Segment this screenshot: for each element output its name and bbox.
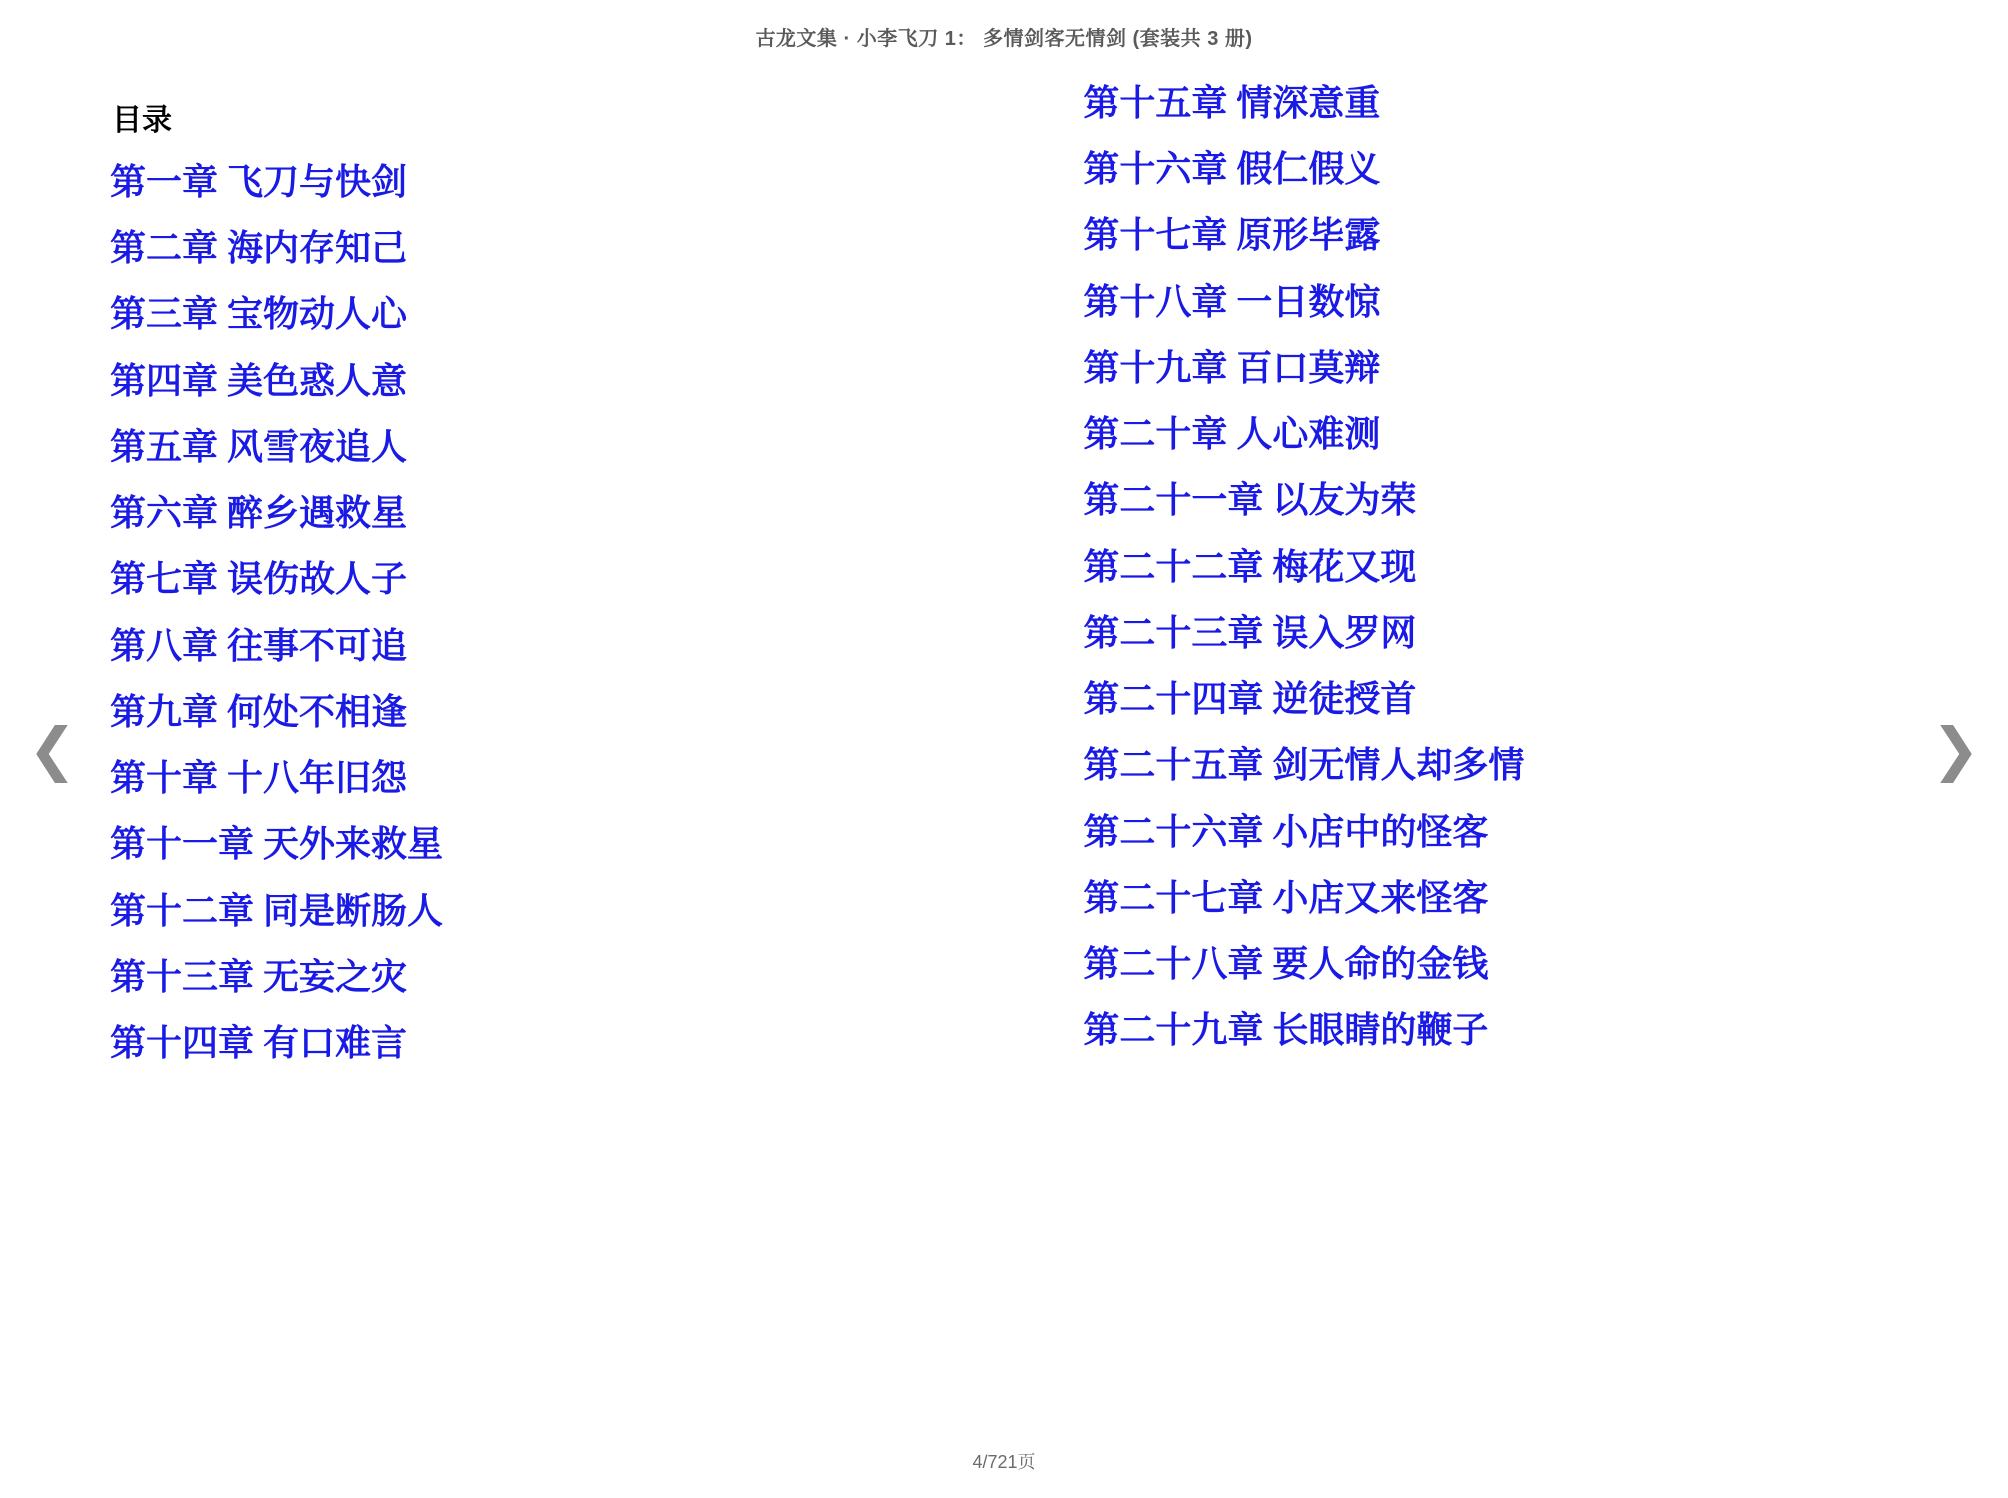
toc-entry[interactable]: 第二十七章 小店又来怪客 [1083, 877, 1489, 918]
toc-entry[interactable]: 第十九章 百口莫辩 [1083, 347, 1381, 388]
toc-entry[interactable]: 第十六章 假仁假义 [1083, 149, 1381, 190]
toc-entry[interactable]: 第一章 飞刀与快剑 [110, 162, 408, 202]
toc-entry[interactable]: 第二十章 人心难测 [1083, 414, 1381, 455]
toc-entry[interactable]: 第五章 风雪夜追人 [110, 426, 408, 467]
toc-entry[interactable]: 第二十八章 要人命的金钱 [1083, 944, 1489, 985]
toc-entry[interactable]: 第八章 往事不可追 [110, 625, 408, 666]
previous-page-icon[interactable]: ❮ [28, 715, 77, 783]
toc-entry[interactable]: 第七章 误伤故人子 [110, 559, 408, 600]
toc-entry[interactable]: 第二十六章 小店中的怪客 [1083, 811, 1489, 852]
toc-entry[interactable]: 第十一章 天外来救星 [110, 824, 444, 865]
toc-entry[interactable]: 第二十三章 误入罗网 [1083, 612, 1417, 653]
toc-entry[interactable]: 第十章 十八年旧怨 [110, 758, 408, 799]
toc-entry[interactable]: 第十五章 情深意重 [1083, 83, 1381, 123]
book-title: 古龙文集 · 小李飞刀 1： 多情剑客无情剑 (套装共 3 册) [755, 28, 1253, 50]
toc-entry[interactable]: 第二十九章 长眼睛的鞭子 [1083, 1010, 1489, 1051]
toc-entry[interactable]: 第十七章 原形毕露 [1083, 215, 1381, 256]
toc-entry[interactable]: 第二十五章 剑无情人却多情 [1083, 745, 1525, 786]
toc-entry[interactable]: 第三章 宝物动人心 [110, 294, 408, 335]
toc-column-right [1033, 70, 1908, 1076]
toc-entry[interactable]: 第六章 醉乡遇救星 [110, 493, 408, 534]
toc-entry[interactable]: 第二十四章 逆徒授首 [1083, 679, 1417, 720]
toc-columns [100, 70, 1908, 1076]
toc-heading: 目录 [112, 104, 172, 137]
next-page-icon[interactable]: ❯ [1931, 715, 1980, 783]
toc-entry[interactable]: 第九章 何处不相逢 [110, 691, 408, 732]
toc-entry[interactable]: 第十四章 有口难言 [110, 1023, 408, 1064]
page-content [0, 70, 2008, 1410]
toc-entry[interactable]: 第十二章 同是断肠人 [110, 890, 444, 931]
toc-entry[interactable]: 第二章 海内存知己 [110, 228, 408, 269]
toc-column-left [100, 70, 973, 1076]
toc-entry[interactable]: 第二十一章 以友为荣 [1083, 480, 1417, 521]
toc-entry[interactable]: 第二十二章 梅花又现 [1083, 546, 1417, 587]
toc-entry[interactable]: 第十三章 无妄之灾 [110, 956, 408, 997]
page-indicator: 4/721页 [972, 1452, 1036, 1472]
toc-entry[interactable]: 第四章 美色惑人意 [110, 360, 408, 401]
toc-entry[interactable]: 第十八章 一日数惊 [1083, 281, 1381, 322]
